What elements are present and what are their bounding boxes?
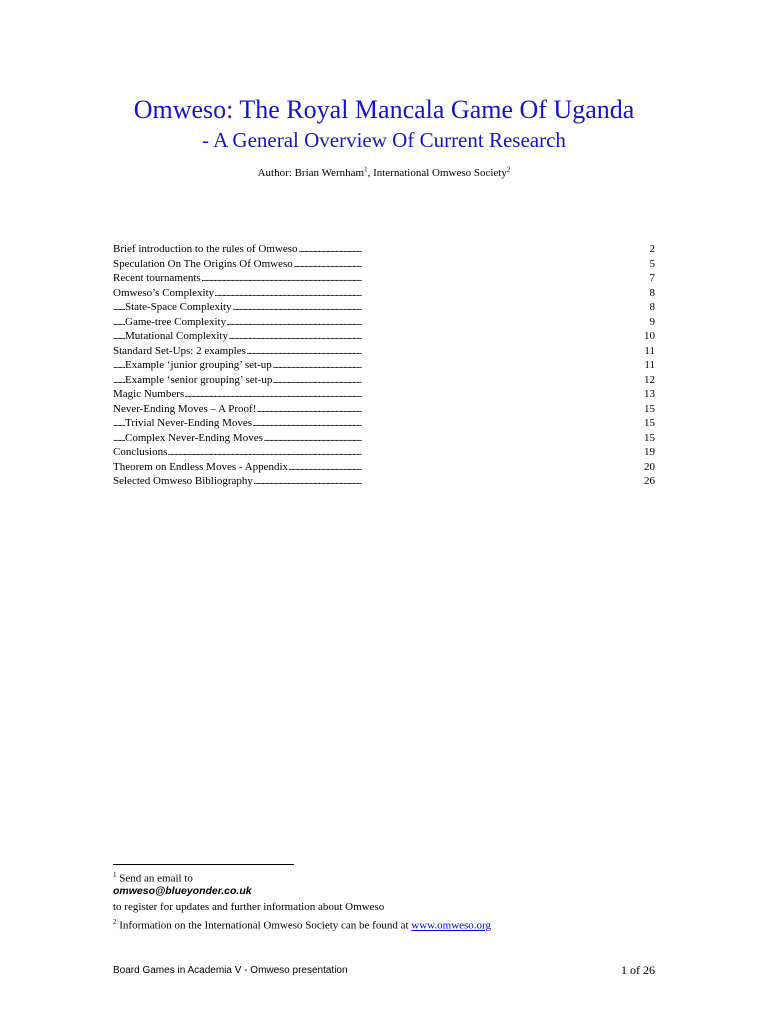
document-title: Omweso: The Royal Mancala Game Of Uganda	[133, 95, 635, 124]
footnote-ref-2[interactable]: 2	[506, 165, 511, 174]
toc-entry-title: Speculation On The Origins Of Omweso	[113, 257, 293, 270]
toc-entry-page: 7	[649, 272, 655, 284]
toc-entry-title: Example ‘senior grouping’ set-up	[125, 373, 273, 386]
toc-entry-page: 10	[644, 330, 655, 342]
footnote-mark-1: 1	[113, 871, 117, 879]
document-subtitle: - A General Overview Of Current Research	[202, 128, 566, 152]
toc-entry[interactable]	[113, 242, 655, 257]
toc-entry-page: 26	[644, 475, 655, 487]
toc-entry-title: Recent tournaments	[113, 272, 201, 284]
toc-entry-page: 8	[649, 301, 655, 313]
toc-entry-title: Complex Never-Ending Moves	[125, 431, 263, 444]
toc-entry-page: 15	[644, 431, 655, 444]
footnote-1	[113, 868, 193, 886]
toc-leader-dots	[113, 445, 655, 460]
toc-leader-dots	[113, 387, 655, 402]
toc-entry-title: State-Space Complexity	[125, 301, 232, 313]
toc-entry-title: Magic Numbers	[113, 388, 185, 400]
toc-entry[interactable]	[113, 271, 655, 286]
toc-entry-page: 15	[644, 402, 655, 415]
page-number: 1 of 26	[621, 963, 655, 977]
toc-entry-title: Mutational Complexity	[125, 330, 228, 342]
toc-entry-page: 9	[649, 315, 655, 328]
toc-entry-page: 13	[644, 388, 655, 400]
toc-entry[interactable]	[113, 474, 655, 489]
toc-entry[interactable]	[113, 431, 655, 446]
toc-entry[interactable]	[113, 315, 655, 330]
toc-entry[interactable]	[113, 286, 655, 301]
footnote-2-text: Information on the International Omweso Society can be found at	[116, 919, 412, 932]
toc-entry-title: Standard Set-Ups: 2 examples	[113, 344, 246, 357]
toc-entry-page: 12	[644, 373, 655, 386]
toc-entry-page: 19	[644, 446, 655, 458]
toc-entry-page: 11	[644, 344, 655, 357]
footnote-mark-2: 2	[113, 918, 117, 926]
toc-entry[interactable]	[113, 257, 655, 272]
toc-entry-title: Selected Omweso Bibliography	[113, 475, 253, 487]
footnote-email: omweso@blueyonder.co.uk	[113, 885, 252, 897]
toc-entry[interactable]	[113, 460, 655, 475]
toc-entry[interactable]	[113, 445, 655, 460]
author-prefix: Author: Brian Wernham	[257, 167, 365, 179]
footer-title: Board Games in Academia V - Omweso presentation	[113, 965, 348, 976]
footnote-1-text: Send an email to	[116, 872, 193, 885]
toc-entry-page: 8	[649, 286, 655, 299]
toc-entry-title: Example ‘junior grouping’ set-up	[125, 359, 272, 371]
author-society: , International Omweso Society	[367, 167, 507, 179]
toc-entry[interactable]	[113, 373, 655, 388]
toc-entry[interactable]	[113, 416, 655, 431]
toc-entry-title: Theorem on Endless Moves - Appendix	[113, 460, 289, 473]
toc-entry-page: 2	[649, 243, 655, 255]
footnote-ref-1[interactable]: 1	[364, 165, 368, 174]
toc-entry-title: Trivial Never-Ending Moves	[125, 417, 253, 429]
toc-entry-title: Conclusions	[113, 446, 168, 458]
omweso-website-link[interactable]: www.omweso.org	[411, 919, 492, 932]
toc-entry[interactable]	[113, 329, 655, 344]
footnote-separator	[113, 864, 294, 865]
toc-entry-title: Brief introduction to the rules of Omweso	[113, 243, 298, 255]
toc-entry[interactable]	[113, 344, 655, 359]
toc-entry[interactable]	[113, 402, 655, 417]
toc-entry-title: Never-Ending Moves – A Proof!	[113, 402, 257, 415]
toc-entry-title: Game-tree Complexity	[125, 315, 227, 328]
toc-entry[interactable]	[113, 387, 655, 402]
toc-entry-title: Omweso’s Complexity	[113, 286, 215, 299]
toc-entry-page: 20	[644, 460, 655, 473]
author-line	[0, 166, 768, 180]
table-of-contents	[113, 242, 655, 489]
footnote-2	[113, 915, 491, 933]
toc-entry[interactable]	[113, 300, 655, 315]
toc-entry-page: 11	[644, 359, 655, 371]
toc-entry-page: 5	[649, 257, 655, 270]
footnote-1-continued: to register for updates and further information about Omweso	[113, 901, 385, 913]
toc-entry[interactable]	[113, 358, 655, 373]
toc-entry-page: 15	[644, 417, 655, 429]
